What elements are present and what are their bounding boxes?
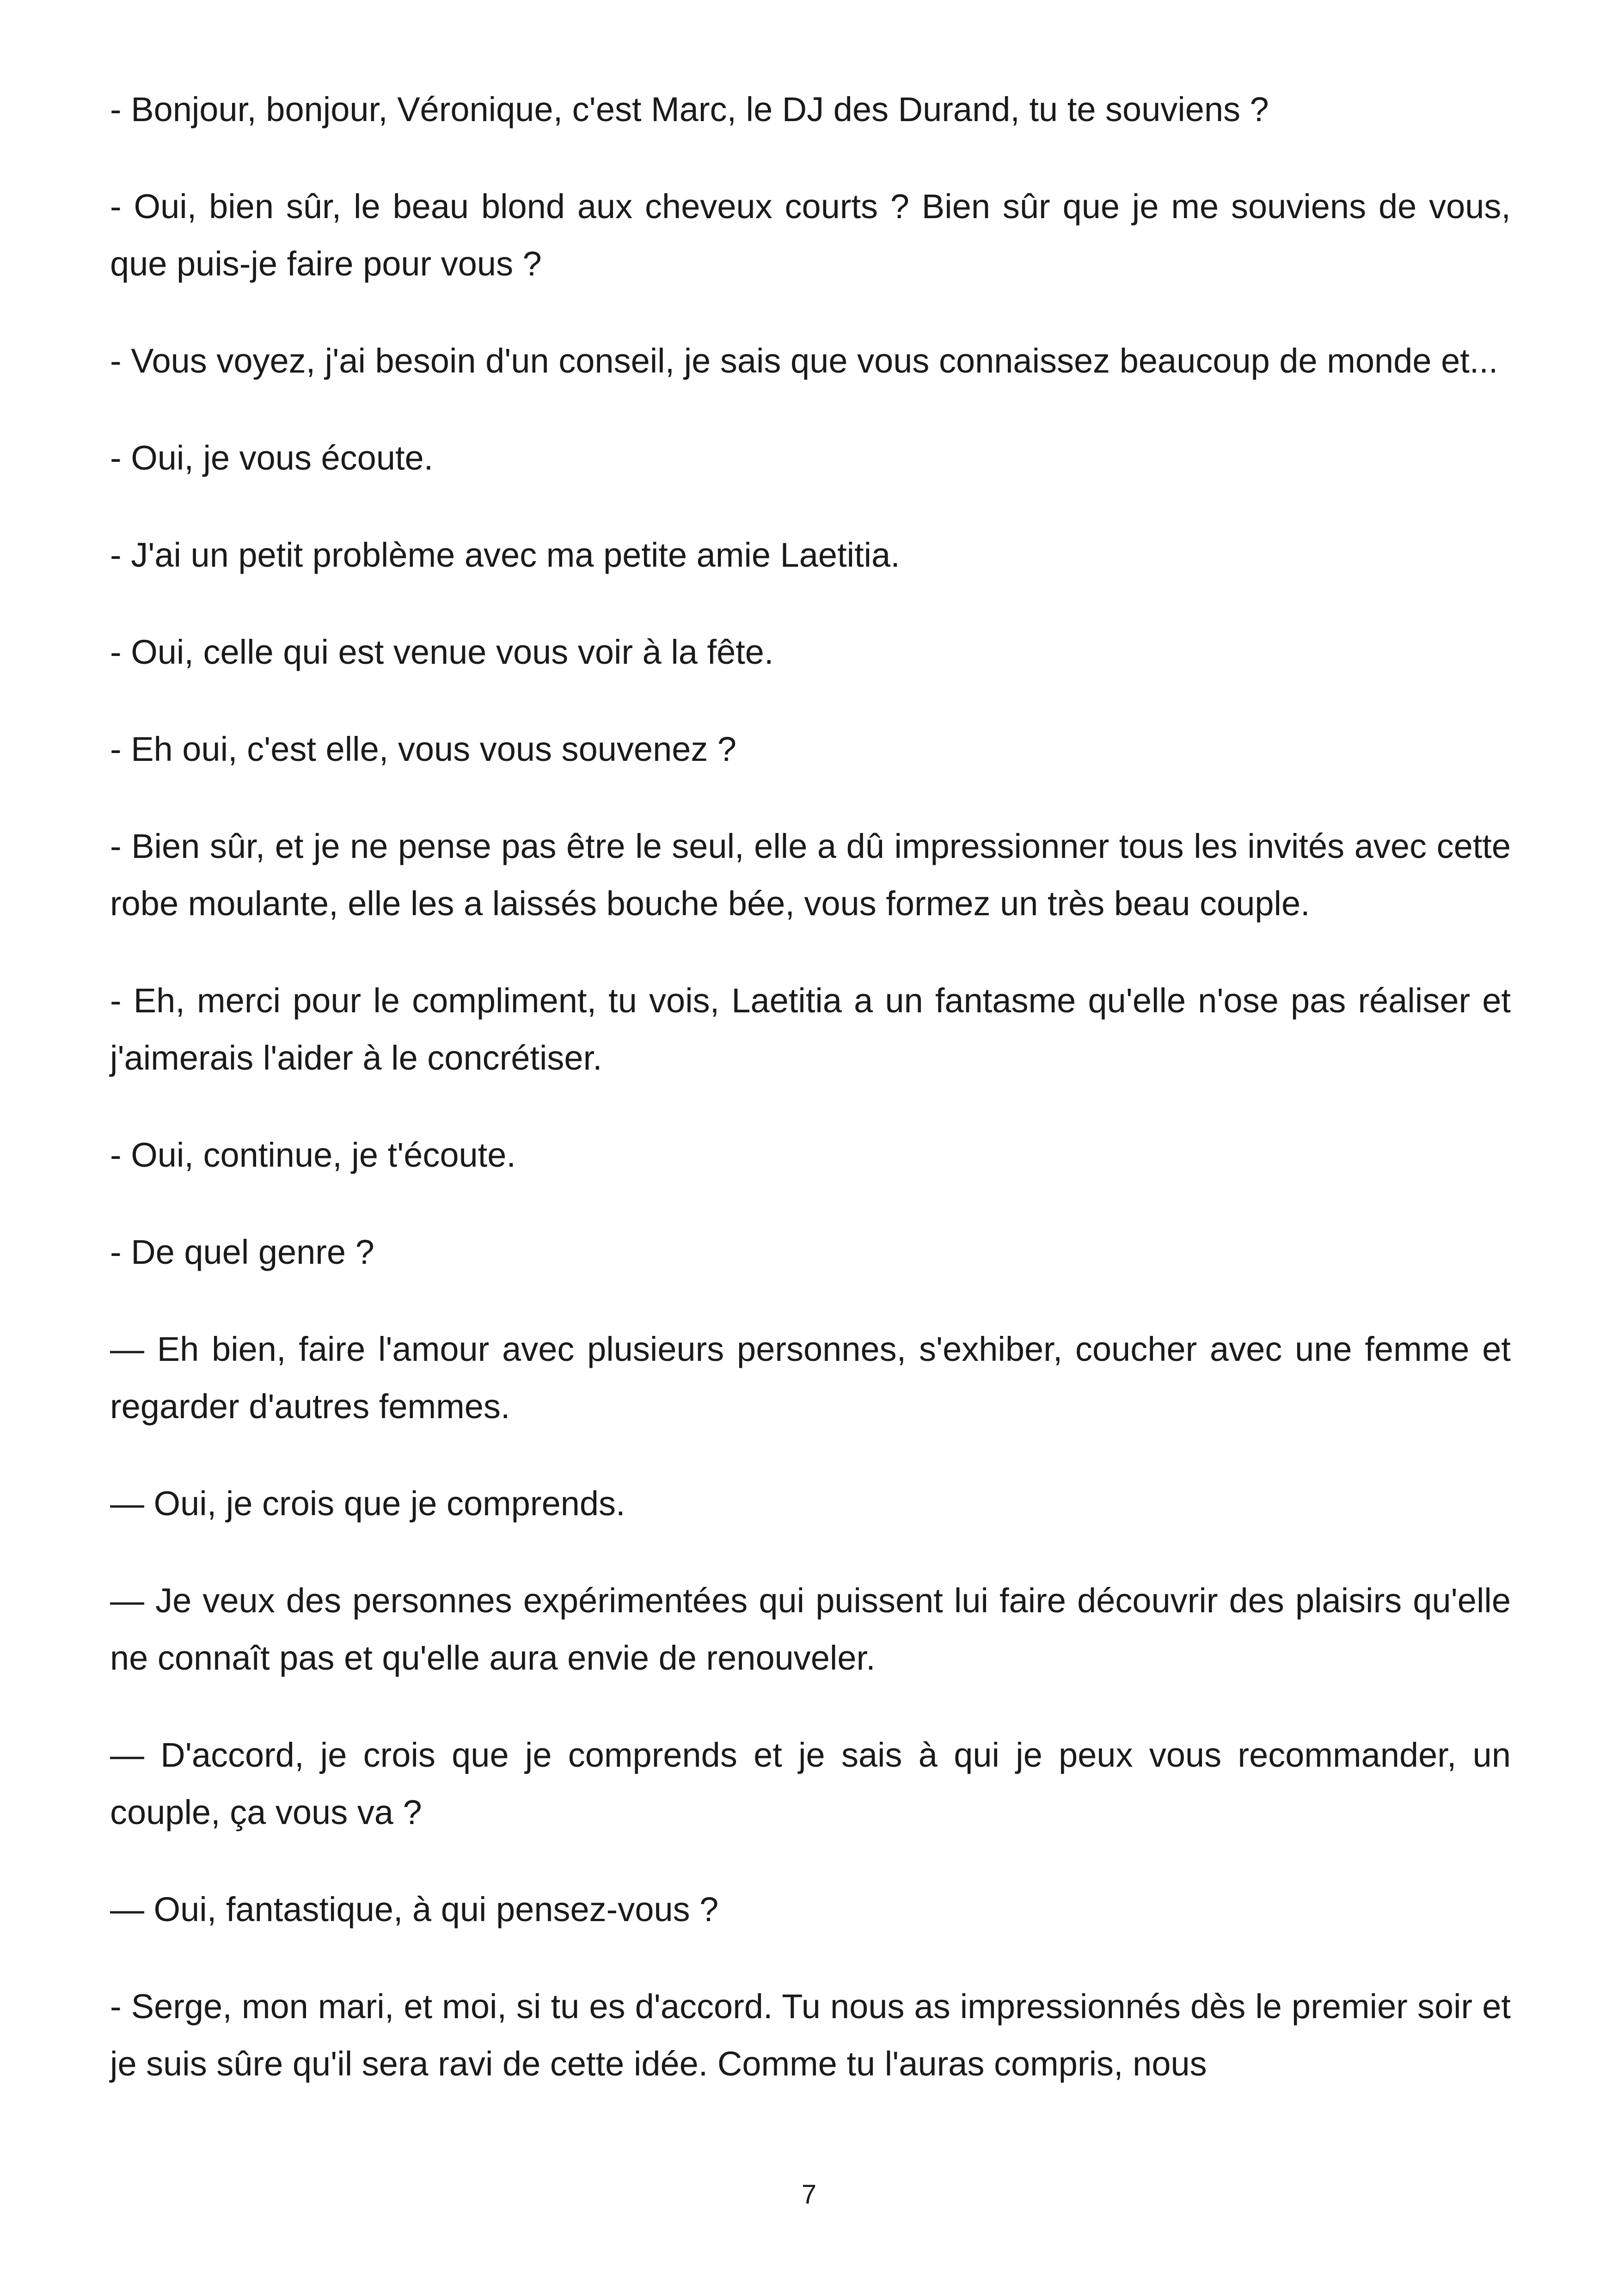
page-number: 7 — [801, 2180, 817, 2210]
paragraph: - Oui, je vous écoute. — [110, 439, 434, 477]
paragraph: - Oui, celle qui est venue vous voir à la fête. — [110, 633, 774, 671]
paragraph: - Eh oui, c'est elle, vous vous souvenez ? — [110, 730, 737, 768]
paragraph: — Eh bien, faire l'amour avec plusieurs personnes, s'exhiber, coucher avec une femme et regarder d'autres femmes. — [110, 1330, 1511, 1426]
paragraph: — Oui, je crois que je comprends. — [110, 1484, 625, 1523]
paragraph: - Eh, merci pour le compliment, tu vois, Laetitia a un fantasme qu'elle n'ose pas réaliser et j'aimerais l'aider à le concrétiser. — [110, 981, 1511, 1077]
paragraph: - J'ai un petit problème avec ma petite amie Laetitia. — [110, 536, 900, 574]
paragraph: — Je veux des personnes expérimentées qui puissent lui faire découvrir des plaisirs qu'elle ne connaît pas et qu'elle aura envie de renouveler. — [110, 1581, 1511, 1677]
paragraph: - Vous voyez, j'ai besoin d'un conseil, je sais que vous connaissez beaucoup de monde et... — [110, 342, 1498, 380]
paragraph: - Bien sûr, et je ne pense pas être le seul, elle a dû impressionner tous les invités avec cette robe moulante, elle les a laissés bouche bée, vous formez un très beau couple. — [110, 827, 1511, 923]
body-text — [110, 81, 1511, 2132]
paragraph: - Serge, mon mari, et moi, si tu es d'accord. Tu nous as impressionnés dès le premier soir et je suis sûre qu'il sera ravi de cette idée. Comme tu l'auras compris, nous — [110, 1987, 1511, 2083]
paragraph: - Oui, continue, je t'écoute. — [110, 1136, 516, 1174]
paragraph: - De quel genre ? — [110, 1233, 374, 1271]
paragraph: - Oui, bien sûr, le beau blond aux cheveux courts ? Bien sûr que je me souviens de vous, que puis-je faire pour vous ? — [110, 187, 1511, 283]
paragraph: — Oui, fantastique, à qui pensez-vous ? — [110, 1890, 719, 1929]
paragraph: - Bonjour, bonjour, Véronique, c'est Marc, le DJ des Durand, tu te souviens ? — [110, 90, 1269, 129]
paragraph: — D'accord, je crois que je comprends et je sais à qui je peux vous recommander, un couple, ça vous va ? — [110, 1736, 1511, 1831]
